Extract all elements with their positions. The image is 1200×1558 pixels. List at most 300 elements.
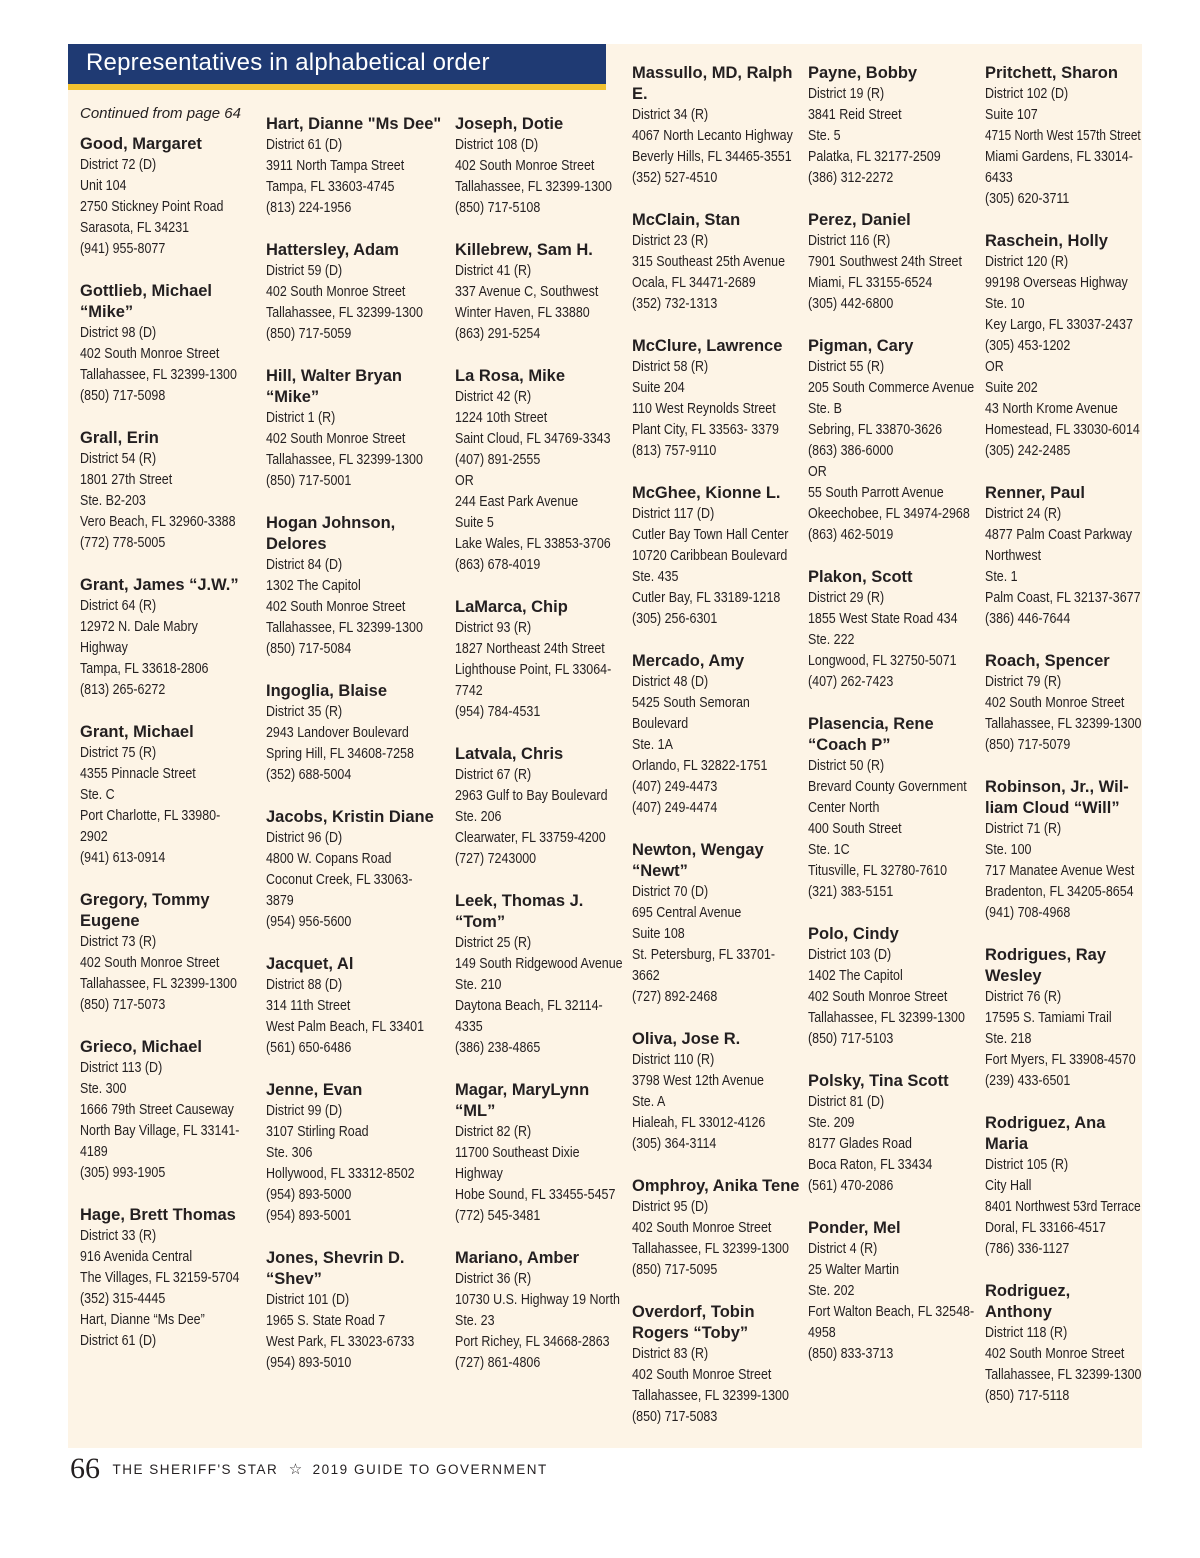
address-line: (850) 717-5118 <box>985 1388 1070 1404</box>
address-line: (305) 993-1905 <box>80 1165 166 1181</box>
address-line: (305) 364-3114 <box>632 1136 717 1152</box>
address-line: Tallahassee, FL 32399-1300 <box>632 1388 789 1404</box>
address-line: (813) 757-9110 <box>632 443 717 459</box>
address-line: Ste. 5 <box>808 128 841 144</box>
address-line: Bradenton, FL 34205-8654 <box>985 884 1134 900</box>
address-line: 1827 Northeast 24th Street <box>455 641 605 657</box>
representative-name: Mercado, Amy <box>632 652 745 670</box>
representative-name: McClain, Stan <box>632 211 741 229</box>
address-line: District 4 (R) <box>808 1241 878 1257</box>
address-line: 5425 South Semoran <box>632 695 750 711</box>
address-line: Port Richey, FL 34668-2863 <box>455 1334 610 1350</box>
address-line: District 1 (R) <box>266 410 336 426</box>
address-line: District 24 (R) <box>985 506 1062 522</box>
address-line: (850) 717-5108 <box>455 200 541 216</box>
representative-name: Newton, Wengay “Newt” <box>632 841 764 880</box>
address-line: 4800 W. Copans Road <box>266 851 392 867</box>
address-line: District 108 (D) <box>455 137 539 153</box>
address-line: 4958 <box>808 1325 836 1341</box>
address-line: Lighthouse Point, FL 33064- <box>455 662 612 678</box>
address-line: (850) 717-5103 <box>808 1031 894 1047</box>
address-line: 1801 27th Street <box>80 472 173 488</box>
continued-note: Continued from page 64 <box>80 105 241 122</box>
address-line: Cutler Bay Town Hall Center <box>632 527 789 543</box>
address-line: (321) 383-5151 <box>808 884 894 900</box>
representative-entry <box>985 1281 1141 1407</box>
address-line: District 81 (D) <box>808 1094 885 1110</box>
address-line: 3911 North Tampa Street <box>266 158 405 174</box>
address-line: (727) 861-4806 <box>455 1355 541 1371</box>
representative-entry <box>632 651 800 819</box>
address-line: Clearwater, FL 33759-4200 <box>455 830 606 846</box>
address-line: (386) 446-7644 <box>985 611 1071 627</box>
address-line: (941) 708-4968 <box>985 905 1071 921</box>
representative-entry <box>266 513 448 660</box>
address-line: 402 South Monroe Street <box>266 599 406 615</box>
representative-entry <box>80 1037 258 1184</box>
address-line: District 48 (D) <box>632 674 709 690</box>
address-line: Hialeah, FL 33012-4126 <box>632 1115 766 1131</box>
representative-name: Magar, MaryLynn “ML” <box>455 1081 590 1120</box>
address-line: 7742 <box>455 683 483 699</box>
address-line: Orlando, FL 32822-1751 <box>632 758 768 774</box>
representative-entry <box>985 945 1141 1092</box>
address-line: 717 Manatee Avenue West <box>985 863 1135 879</box>
section-title: Representatives in alphabetical order <box>86 49 490 76</box>
address-line: Boulevard <box>632 716 689 732</box>
representative-entry <box>455 1080 623 1227</box>
address-line: Tallahassee, FL 32399-1300 <box>266 305 423 321</box>
address-line: 6433 <box>985 170 1013 186</box>
address-line: Ste. A <box>632 1094 666 1110</box>
address-line: Unit 104 <box>80 178 127 194</box>
address-line: Ste. 306 <box>266 1145 313 1161</box>
representative-entry <box>985 777 1141 924</box>
address-line: (772) 545-3481 <box>455 1208 541 1224</box>
address-line: (850) 717-5059 <box>266 326 352 342</box>
representative-name: Ingoglia, Blaise <box>266 682 388 700</box>
directory-column-3 <box>455 114 623 1395</box>
address-line: Ste. B <box>808 401 842 417</box>
representative-name: Latvala, Chris <box>455 745 564 763</box>
address-line: 402 South Monroe Street <box>80 346 220 362</box>
representative-name: Joseph, Dotie <box>455 115 564 133</box>
representative-name: Overdorf, Tobin Rogers “Toby” <box>632 1303 755 1342</box>
address-line: OR <box>985 359 1004 375</box>
address-line: 1224 10th Street <box>455 410 548 426</box>
address-line: (561) 650-6486 <box>266 1040 352 1056</box>
address-line: 10730 U.S. Highway 19 North <box>455 1292 620 1308</box>
address-line: Hart, Dianne “Ms Dee” <box>80 1312 205 1328</box>
address-line: (954) 893-5000 <box>266 1187 352 1203</box>
address-line: Tampa, FL 33618-2806 <box>80 661 209 677</box>
page-number: 66 <box>70 1452 100 1485</box>
address-line: Tampa, FL 33603-4745 <box>266 179 395 195</box>
representative-entry <box>632 210 800 315</box>
representative-name: Robinson, Jr., Wil-liam Cloud “Will” <box>985 778 1129 817</box>
address-line: District 61 (D) <box>266 137 343 153</box>
address-line: (850) 717-5073 <box>80 997 166 1013</box>
address-line: 43 North Krome Avenue <box>985 401 1118 417</box>
address-line: (352) 527-4510 <box>632 170 718 186</box>
star-icon: ☆ <box>288 1460 303 1478</box>
address-line: District 71 (R) <box>985 821 1062 837</box>
address-line: District 95 (D) <box>632 1199 709 1215</box>
page-footer <box>70 1452 548 1486</box>
address-line: (352) 732-1313 <box>632 296 718 312</box>
address-line: (386) 238-4865 <box>455 1040 541 1056</box>
address-line: 2943 Landover Boulevard <box>266 725 409 741</box>
address-line: District 84 (D) <box>266 557 343 573</box>
address-line: Spring Hill, FL 34608-7258 <box>266 746 414 762</box>
address-line: Ste. 300 <box>80 1081 127 1097</box>
representative-entry <box>266 240 448 345</box>
address-line: Tallahassee, FL 32399-1300 <box>985 716 1142 732</box>
address-line: (407) 249-4474 <box>632 800 718 816</box>
address-line: (772) 778-5005 <box>80 535 166 551</box>
representative-name: Killebrew, Sam H. <box>455 241 593 259</box>
address-line: Tallahassee, FL 32399-1300 <box>455 179 612 195</box>
representative-entry <box>266 1248 448 1374</box>
address-line: Ste. 435 <box>632 569 679 585</box>
address-line: (850) 717-5001 <box>266 473 352 489</box>
address-line: 400 South Street <box>808 821 902 837</box>
representative-entry <box>985 651 1141 756</box>
address-line: (727) 892-2468 <box>632 989 718 1005</box>
address-line: 244 East Park Avenue <box>455 494 579 510</box>
address-line: Miami, FL 33155-6524 <box>808 275 933 291</box>
address-line: (850) 833-3713 <box>808 1346 894 1362</box>
address-line: 3798 West 12th Avenue <box>632 1073 764 1089</box>
directory-column-1 <box>80 134 258 1373</box>
address-line: Daytona Beach, FL 32114- <box>455 998 603 1014</box>
address-line: 315 Southeast 25th Avenue <box>632 254 786 270</box>
address-line: (727) 7243000 <box>455 851 537 867</box>
address-line: Ste. C <box>80 787 115 803</box>
address-line: Palatka, FL 32177-2509 <box>808 149 941 165</box>
representative-entry <box>266 954 448 1059</box>
address-line: 402 South Monroe Street <box>266 431 406 447</box>
address-line: District 61 (D) <box>80 1333 157 1349</box>
address-line: 402 South Monroe Street <box>455 158 595 174</box>
address-line: OR <box>455 473 474 489</box>
representative-entry <box>455 114 623 219</box>
representative-name: Omphroy, Anika Tene <box>632 1177 800 1195</box>
address-line: 4355 Pinnacle Street <box>80 766 196 782</box>
address-line: Key Largo, FL 33037-2437 <box>985 317 1133 333</box>
address-line: 2902 <box>80 829 108 845</box>
address-line: Suite 108 <box>632 926 685 942</box>
representative-entry <box>808 210 976 315</box>
address-line: (407) 262-7423 <box>808 674 894 690</box>
address-line: Ste. 1C <box>808 842 850 858</box>
address-line: 2750 Stickney Point Road <box>80 199 224 215</box>
address-line: Port Charlotte, FL 33980- <box>80 808 221 824</box>
address-line: Tallahassee, FL 32399-1300 <box>80 976 237 992</box>
address-line: District 76 (R) <box>985 989 1062 1005</box>
representative-entry <box>985 483 1141 630</box>
address-line: District 120 (R) <box>985 254 1069 270</box>
address-line: District 79 (R) <box>985 674 1062 690</box>
address-line: Doral, FL 33166-4517 <box>985 1220 1106 1236</box>
address-line: (850) 717-5095 <box>632 1262 718 1278</box>
address-line: 402 South Monroe Street <box>985 695 1125 711</box>
address-line: City Hall <box>985 1178 1032 1194</box>
address-line: 7901 Southwest 24th Street <box>808 254 962 270</box>
address-line: District 25 (R) <box>455 935 532 951</box>
address-line: (954) 893-5010 <box>266 1355 352 1371</box>
address-line: (786) 336-1127 <box>985 1241 1070 1257</box>
representative-entry <box>266 114 448 219</box>
address-line: Center North <box>808 800 880 816</box>
representative-name: Hart, Dianne "Ms Dee" <box>266 115 442 133</box>
address-line: District 29 (R) <box>808 590 885 606</box>
representative-entry <box>632 63 800 189</box>
address-line: (863) 462-5019 <box>808 527 894 543</box>
address-line: District 96 (D) <box>266 830 343 846</box>
address-line: District 36 (R) <box>455 1271 532 1287</box>
address-line: 10720 Caribbean Boulevard <box>632 548 788 564</box>
representative-name: Rodriguez, Ana Maria <box>985 1114 1106 1153</box>
address-line: (863) 678-4019 <box>455 557 541 573</box>
address-line: Ste. B2-203 <box>80 493 146 509</box>
address-line: (239) 433-6501 <box>985 1073 1071 1089</box>
representative-entry <box>808 924 976 1050</box>
address-line: District 105 (R) <box>985 1157 1069 1173</box>
address-line: District 101 (D) <box>266 1292 350 1308</box>
address-line: 1302 The Capitol <box>266 578 361 594</box>
address-line: 402 South Monroe Street <box>808 989 948 1005</box>
address-line: District 59 (D) <box>266 263 343 279</box>
address-line: Cutler Bay, FL 33189-1218 <box>632 590 781 606</box>
address-line: Palm Coast, FL 32137-3677 <box>985 590 1141 606</box>
address-line: (305) 242-2485 <box>985 443 1071 459</box>
address-line: 3107 Stirling Road <box>266 1124 369 1140</box>
address-line: 8401 Northwest 53rd Terrace <box>985 1199 1141 1215</box>
address-line: District 93 (R) <box>455 620 532 636</box>
address-line: Plant City, FL 33563- 3379 <box>632 422 779 438</box>
address-line: (850) 717-5083 <box>632 1409 718 1425</box>
address-line: Lake Wales, FL 33853-3706 <box>455 536 611 552</box>
representative-name: Plakon, Scott <box>808 568 913 586</box>
address-line: (954) 784-4531 <box>455 704 541 720</box>
address-line: (305) 620-3711 <box>985 191 1070 207</box>
representative-name: La Rosa, Mike <box>455 367 566 385</box>
address-line: (954) 893-5001 <box>266 1208 352 1224</box>
address-line: Hollywood, FL 33312-8502 <box>266 1166 415 1182</box>
address-line: Brevard County Government <box>808 779 967 795</box>
address-line: 337 Avenue C, Southwest <box>455 284 599 300</box>
address-line: (352) 315-4445 <box>80 1291 166 1307</box>
address-line: Ste. 1 <box>985 569 1018 585</box>
address-line: 402 South Monroe Street <box>632 1367 772 1383</box>
address-line: District 110 (R) <box>632 1052 715 1068</box>
address-line: Winter Haven, FL 33880 <box>455 305 590 321</box>
address-line: (561) 470-2086 <box>808 1178 894 1194</box>
address-line: Ste. 10 <box>985 296 1025 312</box>
representative-name: Leek, Thomas J. “Tom” <box>455 892 584 931</box>
address-line: Hobe Sound, FL 33455-5457 <box>455 1187 616 1203</box>
address-line: District 75 (R) <box>80 745 157 761</box>
address-line: 314 11th Street <box>266 998 351 1014</box>
address-line: Boca Raton, FL 33434 <box>808 1157 933 1173</box>
address-line: District 54 (R) <box>80 451 157 467</box>
address-line: (407) 249-4473 <box>632 779 718 795</box>
representative-entry <box>80 428 258 554</box>
address-line: District 64 (R) <box>80 598 157 614</box>
address-line: 1965 S. State Road 7 <box>266 1313 386 1329</box>
address-line: Suite 202 <box>985 380 1038 396</box>
address-line: District 113 (D) <box>80 1060 163 1076</box>
representative-entry <box>266 681 448 786</box>
address-line: 4189 <box>80 1144 108 1160</box>
address-line: 11700 Southeast Dixie <box>455 1145 580 1161</box>
address-line: Titusville, FL 32780-7610 <box>808 863 948 879</box>
address-line: Ste. 210 <box>455 977 502 993</box>
address-line: Fort Walton Beach, FL 32548- <box>808 1304 975 1320</box>
representative-name: Mariano, Amber <box>455 1249 580 1267</box>
address-line: 12972 N. Dale Mabry <box>80 619 198 635</box>
address-line: Suite 107 <box>985 107 1038 123</box>
representative-entry <box>808 1071 976 1197</box>
representative-entry <box>985 231 1141 462</box>
representative-entry <box>455 597 623 723</box>
address-line: District 88 (D) <box>266 977 343 993</box>
address-line: OR <box>808 464 827 480</box>
address-line: 110 West Reynolds Street <box>632 401 776 417</box>
address-line: District 33 (R) <box>80 1228 157 1244</box>
representative-name: Pritchett, Sharon <box>985 64 1118 82</box>
representative-name: Pigman, Cary <box>808 337 914 355</box>
address-line: District 41 (R) <box>455 263 532 279</box>
banner-accent-stripe <box>68 84 606 90</box>
address-line: Tallahassee, FL 32399-1300 <box>266 620 423 636</box>
representative-name: Good, Margaret <box>80 135 202 153</box>
address-line: (850) 717-5084 <box>266 641 352 657</box>
representative-entry <box>80 134 258 260</box>
address-line: District 42 (R) <box>455 389 532 405</box>
address-line: District 23 (R) <box>632 233 709 249</box>
address-line: Tallahassee, FL 32399-1300 <box>985 1367 1142 1383</box>
representative-name: Jenne, Evan <box>266 1081 363 1099</box>
address-line: District 19 (R) <box>808 86 885 102</box>
address-line: Highway <box>80 640 128 656</box>
representative-entry <box>632 1029 800 1155</box>
representative-entry <box>266 1080 448 1227</box>
address-line: Coconut Creek, FL 33063- <box>266 872 413 888</box>
address-line: 2963 Gulf to Bay Boulevard <box>455 788 608 804</box>
address-line: District 117 (D) <box>632 506 715 522</box>
address-line: Okeechobee, FL 34974-2968 <box>808 506 970 522</box>
address-line: West Palm Beach, FL 33401 <box>266 1019 425 1035</box>
address-line: (352) 688-5004 <box>266 767 352 783</box>
address-line: 4715 North West 157th Street <box>985 128 1141 144</box>
address-line: (850) 717-5079 <box>985 737 1071 753</box>
representative-name: Jacobs, Kristin Diane <box>266 808 434 826</box>
address-line: Homestead, FL 33030-6014 <box>985 422 1140 438</box>
address-line: (305) 453-1202 <box>985 338 1071 354</box>
representative-entry <box>808 336 976 546</box>
representative-name: Hill, Walter Bryan “Mike” <box>266 367 403 406</box>
representative-entry <box>455 366 623 576</box>
representative-name: Jacquet, Al <box>266 955 354 973</box>
address-line: District 34 (R) <box>632 107 709 123</box>
representative-name: Hage, Brett Thomas <box>80 1206 236 1224</box>
address-line: 205 South Commerce Avenue <box>808 380 975 396</box>
address-line: 402 South Monroe Street <box>80 955 220 971</box>
address-line: (813) 265-6272 <box>80 682 166 698</box>
address-line: District 73 (R) <box>80 934 157 950</box>
representative-entry <box>808 63 976 189</box>
representative-entry <box>80 1205 258 1352</box>
address-line: Vero Beach, FL 32960-3388 <box>80 514 236 530</box>
address-line: Tallahassee, FL 32399-1300 <box>266 452 423 468</box>
representative-entry <box>808 567 976 693</box>
address-line: Ste. 222 <box>808 632 855 648</box>
representative-entry <box>632 1176 800 1281</box>
representative-name: Payne, Bobby <box>808 64 918 82</box>
representative-name: Renner, Paul <box>985 484 1085 502</box>
directory-column-4 <box>632 63 800 1449</box>
address-line: 1402 The Capitol <box>808 968 903 984</box>
representative-entry <box>455 1248 623 1374</box>
address-line: St. Petersburg, FL 33701- <box>632 947 776 963</box>
address-line: Saint Cloud, FL 34769-3343 <box>455 431 611 447</box>
representative-name: Gregory, Tommy Eugene <box>80 891 210 930</box>
directory-column-6 <box>985 63 1141 1428</box>
representative-name: McClure, Lawrence <box>632 337 783 355</box>
address-line: District 118 (R) <box>985 1325 1068 1341</box>
address-line: 8177 Glades Road <box>808 1136 912 1152</box>
address-line: Suite 5 <box>455 515 494 531</box>
representative-name: Grall, Erin <box>80 429 159 447</box>
address-line: Ste. 218 <box>985 1031 1032 1047</box>
address-line: Sebring, FL 33870-3626 <box>808 422 943 438</box>
address-line: 149 South Ridgewood Avenue <box>455 956 623 972</box>
address-line: Suite 204 <box>632 380 685 396</box>
address-line: Sarasota, FL 34231 <box>80 220 190 236</box>
representative-name: Perez, Daniel <box>808 211 911 229</box>
address-line: Ste. 202 <box>808 1283 855 1299</box>
address-line: District 98 (D) <box>80 325 157 341</box>
address-line: 1855 West State Road 434 <box>808 611 958 627</box>
address-line: Northwest <box>985 548 1042 564</box>
address-line: District 103 (D) <box>808 947 892 963</box>
address-line: Fort Myers, FL 33908-4570 <box>985 1052 1136 1068</box>
address-line: (305) 442-6800 <box>808 296 894 312</box>
representative-name: Rodrigues, Ray Wesley <box>985 946 1107 985</box>
address-line: 1666 79th Street Causeway <box>80 1102 234 1118</box>
representative-name: Polo, Cindy <box>808 925 899 943</box>
representative-name: Grant, James “J.W.” <box>80 576 239 594</box>
representative-name: Roach, Spencer <box>985 652 1110 670</box>
representative-entry <box>632 840 800 1008</box>
address-line: Beverly Hills, FL 34465-3551 <box>632 149 792 165</box>
address-line: 4335 <box>455 1019 483 1035</box>
address-line: (386) 312-2272 <box>808 170 894 186</box>
representative-name: Polsky, Tina Scott <box>808 1072 949 1090</box>
address-line: (305) 256-6301 <box>632 611 718 627</box>
representative-name: Grant, Michael <box>80 723 194 741</box>
address-line: (850) 717-5098 <box>80 388 166 404</box>
address-line: (863) 386-6000 <box>808 443 894 459</box>
address-line: District 72 (D) <box>80 157 157 173</box>
representative-name: Jones, Shevrin D. “Shev” <box>266 1249 405 1288</box>
address-line: 402 South Monroe Street <box>985 1346 1125 1362</box>
address-line: The Villages, FL 32159-5704 <box>80 1270 240 1286</box>
address-line: 695 Central Avenue <box>632 905 742 921</box>
representative-entry <box>455 744 623 870</box>
